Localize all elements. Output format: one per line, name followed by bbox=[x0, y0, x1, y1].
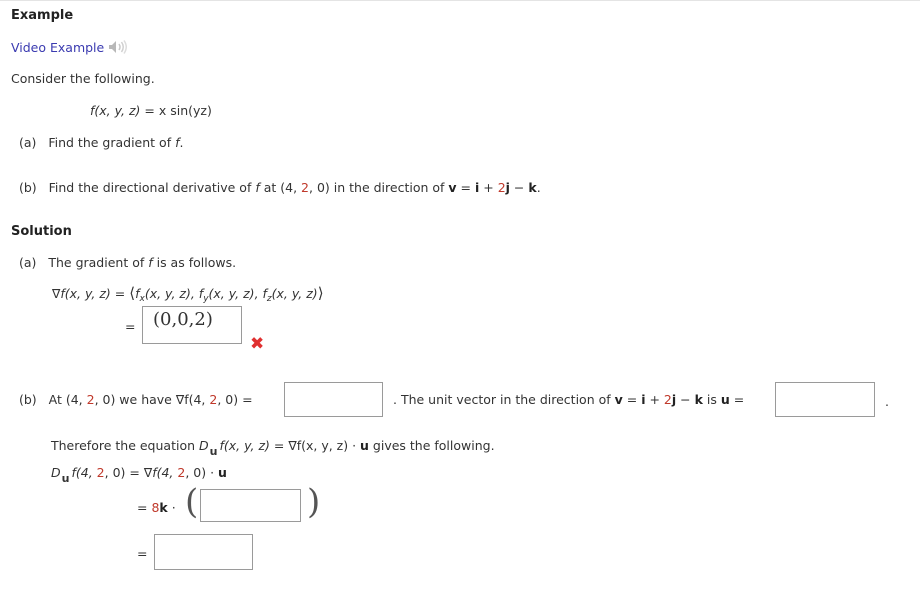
part-b-label: (b) bbox=[19, 180, 37, 195]
x-mark-icon: ✖ bbox=[250, 334, 265, 354]
paren-open: ( bbox=[185, 482, 199, 522]
dd-fn: f(4, bbox=[71, 465, 97, 480]
problem-intro: Consider the following. bbox=[11, 71, 155, 86]
video-example-link[interactable] bbox=[11, 39, 128, 55]
vec-i: i bbox=[474, 180, 480, 195]
solution-b-line-2 bbox=[393, 392, 744, 407]
b-vec-plus: + bbox=[645, 392, 664, 407]
speaker-icon bbox=[108, 39, 128, 55]
paren-close: ) bbox=[307, 482, 321, 522]
solution-b-num: 2 bbox=[86, 392, 95, 407]
eq2-k: k bbox=[159, 500, 168, 515]
unit-vector-period: . bbox=[885, 394, 889, 409]
part-b-fn: f bbox=[255, 180, 260, 195]
therefore-sub: u bbox=[209, 445, 218, 458]
therefore-end: gives the following. bbox=[368, 438, 495, 453]
dot-product-field[interactable] bbox=[200, 489, 301, 522]
solution-b-num-2: 2 bbox=[209, 392, 218, 407]
part-a-text: Find the gradient of bbox=[48, 135, 176, 150]
angle-open: ⟨ bbox=[129, 284, 136, 302]
dd-rest: , 0) bbox=[104, 465, 126, 480]
top-divider bbox=[0, 0, 920, 1]
dd-D: D bbox=[51, 465, 61, 480]
fx: f bbox=[135, 286, 140, 301]
b-vec-minus: − bbox=[676, 392, 695, 407]
solution-a-end: is as follows. bbox=[152, 255, 237, 270]
therefore-text: Therefore the equation bbox=[51, 438, 199, 453]
vec-plus: + bbox=[479, 180, 498, 195]
fz: f bbox=[262, 286, 267, 301]
fy-sub: y bbox=[203, 294, 209, 304]
b-vec-j: j bbox=[671, 392, 677, 407]
gradient-eq: = bbox=[110, 286, 130, 301]
solution-heading: Solution bbox=[11, 224, 72, 239]
b-vec-i: i bbox=[641, 392, 646, 407]
therefore-D: D bbox=[199, 438, 209, 453]
fx-sub: x bbox=[139, 294, 145, 304]
angle-close: ⟩ bbox=[317, 284, 324, 302]
dd-grad-rest: , 0) · bbox=[185, 465, 219, 480]
gradient-at-point-field[interactable] bbox=[284, 382, 383, 417]
b-vec-eq: = bbox=[622, 392, 642, 407]
dd-num-2: 2 bbox=[177, 465, 186, 480]
gradient-answer-field[interactable]: (0,0,2) bbox=[142, 306, 242, 344]
dd-sub: u bbox=[61, 472, 70, 485]
solution-b-label: (b) bbox=[19, 392, 37, 407]
fy-args: (x, y, z), bbox=[208, 286, 263, 301]
part-b-number: 2 bbox=[301, 180, 309, 195]
therefore-fn: f(x, y, z) bbox=[219, 438, 270, 453]
gradient-formula bbox=[52, 284, 324, 304]
eq2-dot: · bbox=[167, 500, 176, 515]
gradient-eq-sign: = bbox=[125, 319, 136, 334]
part-b-question bbox=[19, 180, 541, 195]
b-vec-u-eq: = bbox=[729, 392, 745, 407]
vec-eq: = bbox=[456, 180, 475, 195]
fz-sub: z bbox=[266, 294, 272, 304]
part-b-text: Find the directional derivative of bbox=[48, 180, 256, 195]
solution-b-text-1: At (4, bbox=[48, 392, 87, 407]
example-heading: Example bbox=[11, 8, 74, 23]
dd-u: u bbox=[218, 465, 227, 480]
fx-args: (x, y, z), bbox=[144, 286, 199, 301]
fy: f bbox=[198, 286, 204, 301]
directional-derivative-line bbox=[51, 465, 227, 485]
dd-num: 2 bbox=[96, 465, 105, 480]
b-vec-v: v bbox=[614, 392, 623, 407]
solution-b-line-1 bbox=[19, 392, 253, 407]
solution-a-label: (a) bbox=[19, 255, 37, 270]
part-a-fn: f bbox=[175, 135, 180, 150]
fz-args: (x, y, z) bbox=[271, 286, 318, 301]
vec-v: v bbox=[448, 180, 457, 195]
vec-k: k bbox=[528, 180, 537, 195]
solution-a-fn: f bbox=[148, 255, 153, 270]
function-eq: = bbox=[140, 103, 159, 118]
therefore-u: u bbox=[360, 438, 369, 453]
dd-grad: ∇f(4, bbox=[143, 465, 178, 480]
unit-vector-field[interactable] bbox=[775, 382, 875, 417]
b-vec-coef: 2 bbox=[663, 392, 672, 407]
final-answer-field[interactable] bbox=[154, 534, 253, 570]
function-rhs: x sin(yz) bbox=[158, 103, 212, 118]
part-a-label: (a) bbox=[19, 135, 37, 150]
solution-a-intro bbox=[19, 255, 236, 270]
part-b-direction: , 0) in the direction of bbox=[309, 180, 449, 195]
part-b-end: . bbox=[536, 180, 541, 195]
video-example-label: Video Example bbox=[11, 40, 105, 55]
vec-j: j bbox=[505, 180, 510, 195]
function-lhs: f(x, y, z) bbox=[90, 103, 141, 118]
therefore-line bbox=[51, 438, 495, 458]
eq2-line bbox=[137, 500, 176, 515]
solution-b-text-3: , 0) = bbox=[217, 392, 253, 407]
eq3-sign: = bbox=[137, 546, 148, 561]
gradient-lhs: ∇f(x, y, z) bbox=[52, 286, 111, 301]
solution-a-text: The gradient of bbox=[48, 255, 149, 270]
solution-b-text-2: , 0) we have ∇f(4, bbox=[94, 392, 210, 407]
part-a-end: . bbox=[179, 135, 184, 150]
dd-eq: = bbox=[125, 465, 144, 480]
vec-coef: 2 bbox=[497, 180, 506, 195]
b-vec-is: is bbox=[702, 392, 721, 407]
unit-vector-text: . The unit vector in the direction of bbox=[393, 392, 615, 407]
b-vec-u: u bbox=[720, 392, 730, 407]
part-b-point: at (4, bbox=[259, 180, 302, 195]
b-vec-k: k bbox=[694, 392, 703, 407]
eq2-sign: = bbox=[137, 500, 152, 515]
function-definition bbox=[90, 103, 212, 118]
eq2-coef: 8 bbox=[151, 500, 160, 515]
therefore-mid: = ∇f(x, y, z) · bbox=[269, 438, 361, 453]
part-a-question bbox=[19, 135, 183, 150]
vec-minus: − bbox=[509, 180, 529, 195]
